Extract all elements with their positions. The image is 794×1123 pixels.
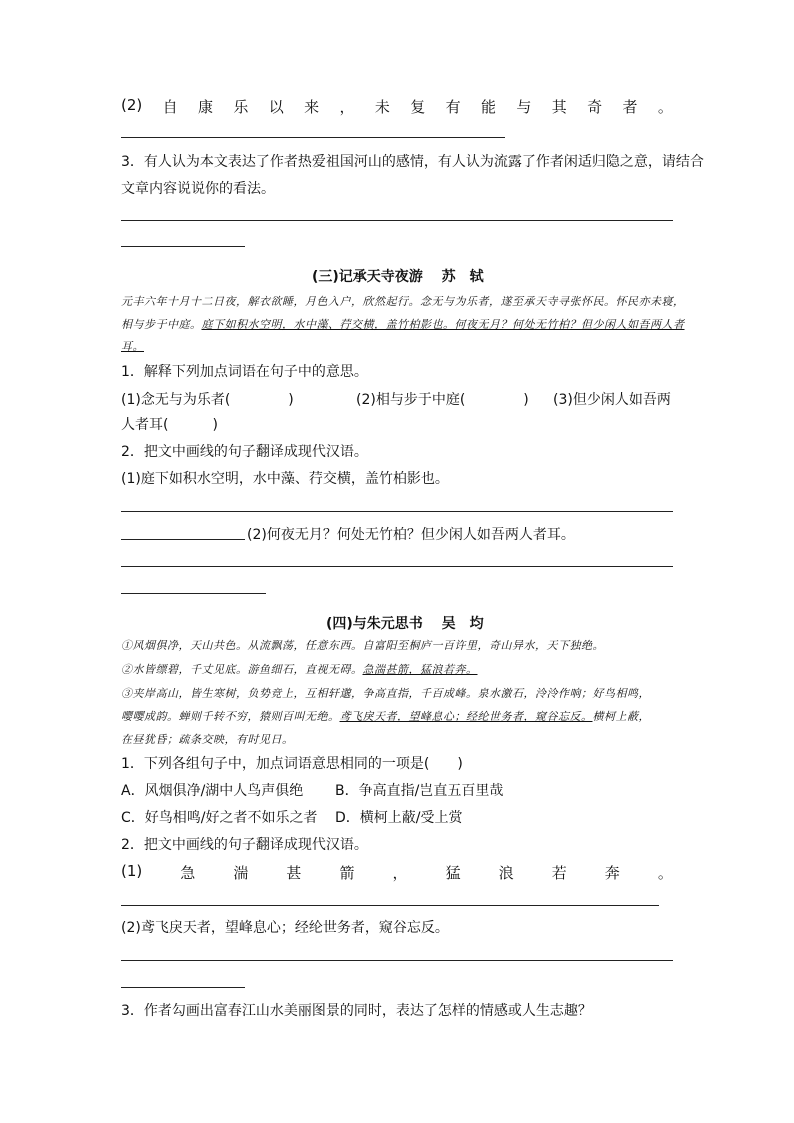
s3-q2-1: (1)庭下如积水空明，水中藻、荇交横，盖竹柏影也。 [121,471,449,487]
sentence-char: 乐 [233,98,249,116]
s4-passage-p3-line1: ③夹岸高山，皆生寒树，负势竞上，互相轩邈，争高直指，千百成峰。泉水激石，泠泠作响；好鸟相鸣， [121,687,650,700]
s4-title [326,613,484,633]
sentence-char: 复 [410,98,426,116]
s3-passage-text: 相与步于中庭。 [121,318,202,331]
answer-line[interactable] [121,905,659,906]
sentence-char: 康 [197,98,213,116]
sentence-char: (1) [121,862,143,880]
answer-line[interactable] [121,987,245,988]
sentence-char: 能 [480,98,496,116]
s4-q1: 1．下列各组句子中，加点词语意思相同的一项是( ) [121,756,463,772]
answer-line[interactable] [121,137,505,138]
s3-q1-a-text: (1)念无与为乐者( [121,392,231,408]
s3-q1-c2-text: 人者耳( [121,417,169,433]
s3-title [312,266,484,286]
sentence-char: 浪 [498,864,514,882]
s4-q2: 2．把文中画线的句子翻译成现代汉语。 [121,837,368,853]
s3-q2-2: (2)何夜无月？何处无竹柏？但少闲人如吾两人者耳。 [247,527,575,543]
s3-q2: 2．把文中画线的句子翻译成现代汉语。 [121,444,368,460]
s3-passage-line3: 耳。 [121,340,144,353]
s2-q3-line2: 文章内容说说你的看法。 [121,181,275,197]
s4-passage-p2 [121,661,478,677]
s4-q1-option-d[interactable]: D．横柯上蔽/受上赏 [335,810,463,826]
sentence-char: 湍 [233,864,249,882]
sentence-char: 来 [304,98,320,116]
s3-underlined-sentence: 庭下如积水空明，水中藻、荇交横，盖竹柏影也。何夜无月？何处无竹柏？但少闲人如吾两人者 [201,318,685,331]
sentence-char: 与 [516,98,532,116]
s4-underlined-sentence-1: 急湍甚箭，猛浪若奔。 [362,663,478,676]
sentence-char: 者 [622,98,638,116]
sentence-char: 。 [657,98,673,116]
s3-q1-c2-close: ) [212,417,218,433]
s4-q2-1 [121,862,673,883]
sentence-char: 若 [551,864,567,882]
sentence-char: 猛 [445,864,461,882]
sentence-char: 奇 [587,98,603,116]
s3-q1-b-text: (2)相与步于中庭( [356,392,466,408]
s4-p3-text-a: 嘤嘤成韵。蝉则千转不穷，猿则百叫无绝。 [121,710,340,723]
s3-q1-a-close: ) [288,392,294,408]
s3-author: 苏 轼 [441,269,484,285]
s3-passage-line1: 元丰六年十月十二日夜，解衣欲睡，月色入户，欣然起行。念无与为乐者，遂至承天寺寻张怀民。怀民亦未寝， [121,295,685,308]
sentence-char: ， [339,98,355,116]
s4-p3-text-c: 横柯上蔽， [592,710,650,723]
sentence-char: 急 [180,864,196,882]
answer-line[interactable] [121,960,673,961]
s2-q3-line1: 3．有人认为本文表达了作者热爱祖国河山的感情，有人认为流露了作者闲适归隐之意，请结合 [121,154,704,170]
s3-q1-b-close: ) [523,392,529,408]
sentence-char: 奔 [604,864,620,882]
sentence-char: 以 [268,98,284,116]
s4-q3: 3．作者勾画出富春江山水美丽图景的同时，表达了怎样的情感或人生志趣？ [121,1003,592,1019]
sentence-char: 甚 [286,864,302,882]
s4-title-text: (四)与朱元思书 [326,616,423,632]
answer-line[interactable] [121,539,245,540]
s4-underlined-sentence-2: 鸢飞戾天者，望峰息心；经纶世务者，窥谷忘反。 [339,710,593,723]
answer-line[interactable] [121,566,673,567]
s3-q1-c2 [121,414,218,434]
s3-title-text: (三)记承天寺夜游 [312,269,423,285]
s4-passage-p3-line2 [121,708,650,724]
s3-passage-line2 [121,316,685,332]
sentence-char: 有 [445,98,461,116]
s3-q1-b [356,389,529,409]
answer-line[interactable] [121,220,673,221]
sentence-char: 未 [374,98,390,116]
answer-line[interactable] [121,593,266,594]
s3-q1-a [121,389,294,409]
s2-q2-part2 [121,96,673,117]
answer-line[interactable] [121,511,673,512]
sentence-char: 自 [162,98,178,116]
sentence-char: ， [392,864,408,882]
s3-q1-c: (3)但少闲人如吾两 [553,392,671,408]
s4-q1-option-b[interactable]: B．争高直指/岂直五百里哉 [335,783,504,799]
sentence-char: 箭 [339,864,355,882]
answer-line[interactable] [121,246,245,247]
s4-q1-option-c[interactable]: C．好鸟相鸣/好之者不如乐之者 [121,810,318,826]
s4-q2-2: (2)鸢飞戾天者，望峰息心；经纶世务者，窥谷忘反。 [121,920,449,936]
sentence-char: 。 [657,864,673,882]
s4-p2-text: ②水皆缥碧，千丈见底。游鱼细石，直视无碍。 [121,663,363,676]
s3-q1: 1．解释下列加点词语在句子中的意思。 [121,364,368,380]
sentence-char: 其 [551,98,567,116]
s4-passage-p1: ①风烟俱净，天山共色。从流飘荡，任意东西。自富阳至桐庐一百许里，奇山异水，天下独绝。 [121,639,604,652]
s4-passage-p3-line3: 在昼犹昏；疏条交映，有时见日。 [121,733,294,746]
s4-author: 吴 均 [441,616,484,632]
sentence-char: (2) [121,96,143,114]
s4-q1-option-a[interactable]: A．风烟俱净/湖中人鸟声俱绝 [121,783,304,799]
